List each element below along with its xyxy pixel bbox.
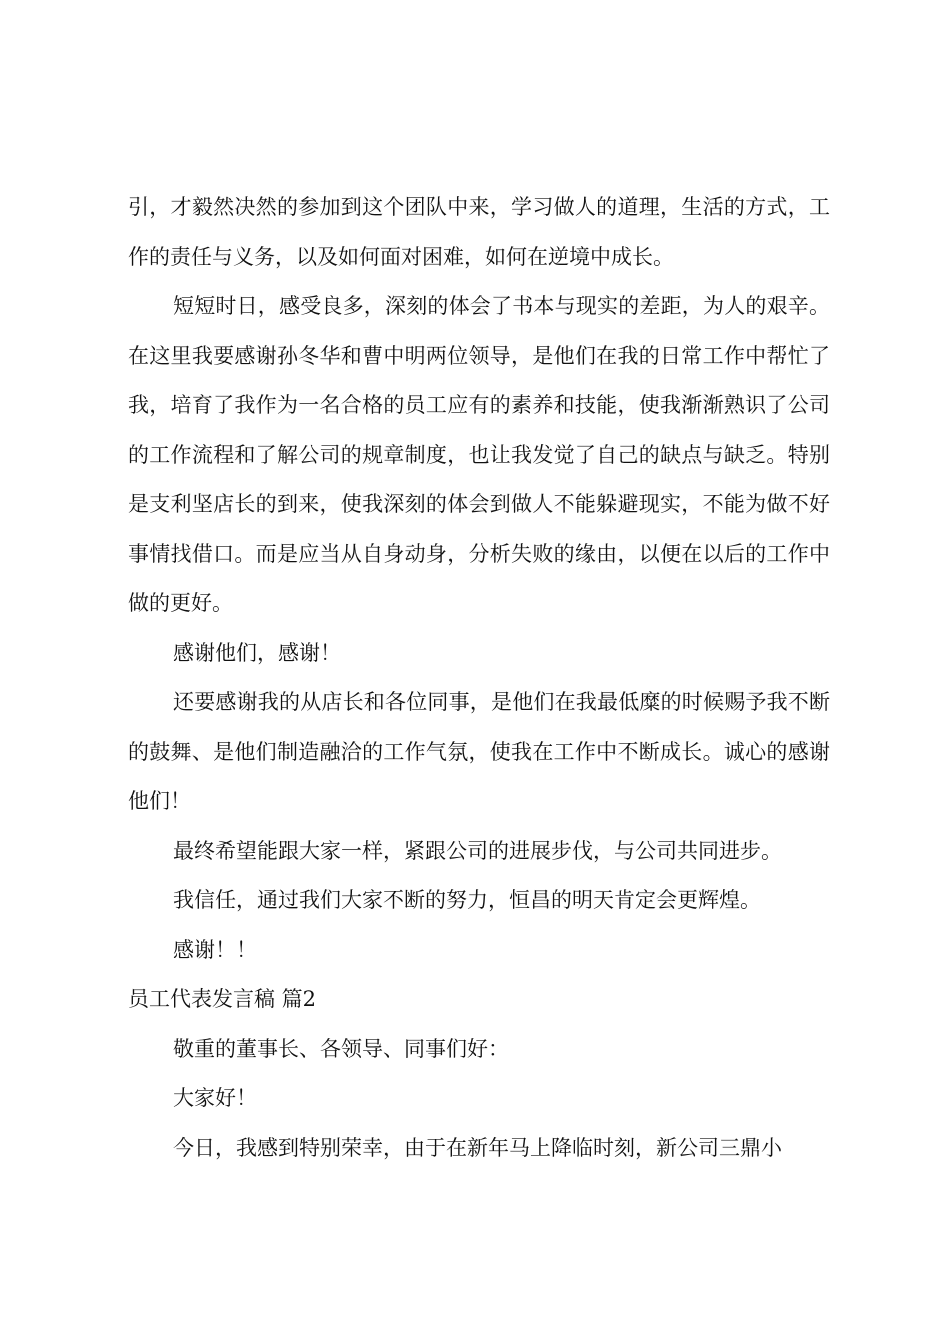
section-paragraph-3: 今日，我感到特别荣幸，由于在新年马上降临时刻，新公司三鼎小: [173, 1135, 782, 1160]
paragraph-4: 还要感谢我的从店长和各位同事，是他们在我最低糜的时候赐予我不断的鼓舞、是他们制造融洽的工作气氛，使我在工作中不断成长。诚心的感谢他们！: [128, 690, 830, 813]
document-body: [128, 183, 830, 1173]
paragraph-1: 引，才毅然决然的参加到这个团队中来，学习做人的道理，生活的方式，工作的责任与义务，以及如何面对困难，如何在逆境中成长。: [128, 195, 830, 269]
section-paragraph-2: 大家好！: [173, 1086, 257, 1110]
section-heading: 员工代表发言稿 篇2: [128, 987, 317, 1011]
paragraph-5: 最终希望能跟大家一样，紧跟公司的进展步伐，与公司共同进步。: [173, 838, 782, 863]
section-paragraph-1: 敬重的董事长、各领导、同事们好：: [173, 1036, 509, 1061]
paragraph-3: 感谢他们，感谢！: [173, 640, 341, 665]
paragraph-6: 我信任，通过我们大家不断的努力，恒昌的明天肯定会更辉煌。: [173, 888, 761, 912]
paragraph-2: 短短时日，感受良多，深刻的体会了书本与现实的差距，为人的艰辛。在这里我要感谢孙冬华和曹中明两位领导，是他们在我的日常工作中帮忙了我，培育了我作为一名合格的员工应有的素养和技能，使我渐渐熟识了公司的工作流程和了解公司的规章制度，也让我发觉了自己的缺点与缺乏。特别是支利坚店长的到来，使我深刻的体会到做人不能躲避现实，不能为做不好事情找借口。而是应当从自身动身，分析失败的缘由，以便在以后的工作中做的更好。: [128, 294, 830, 615]
paragraph-7: 感谢！！: [173, 937, 257, 962]
